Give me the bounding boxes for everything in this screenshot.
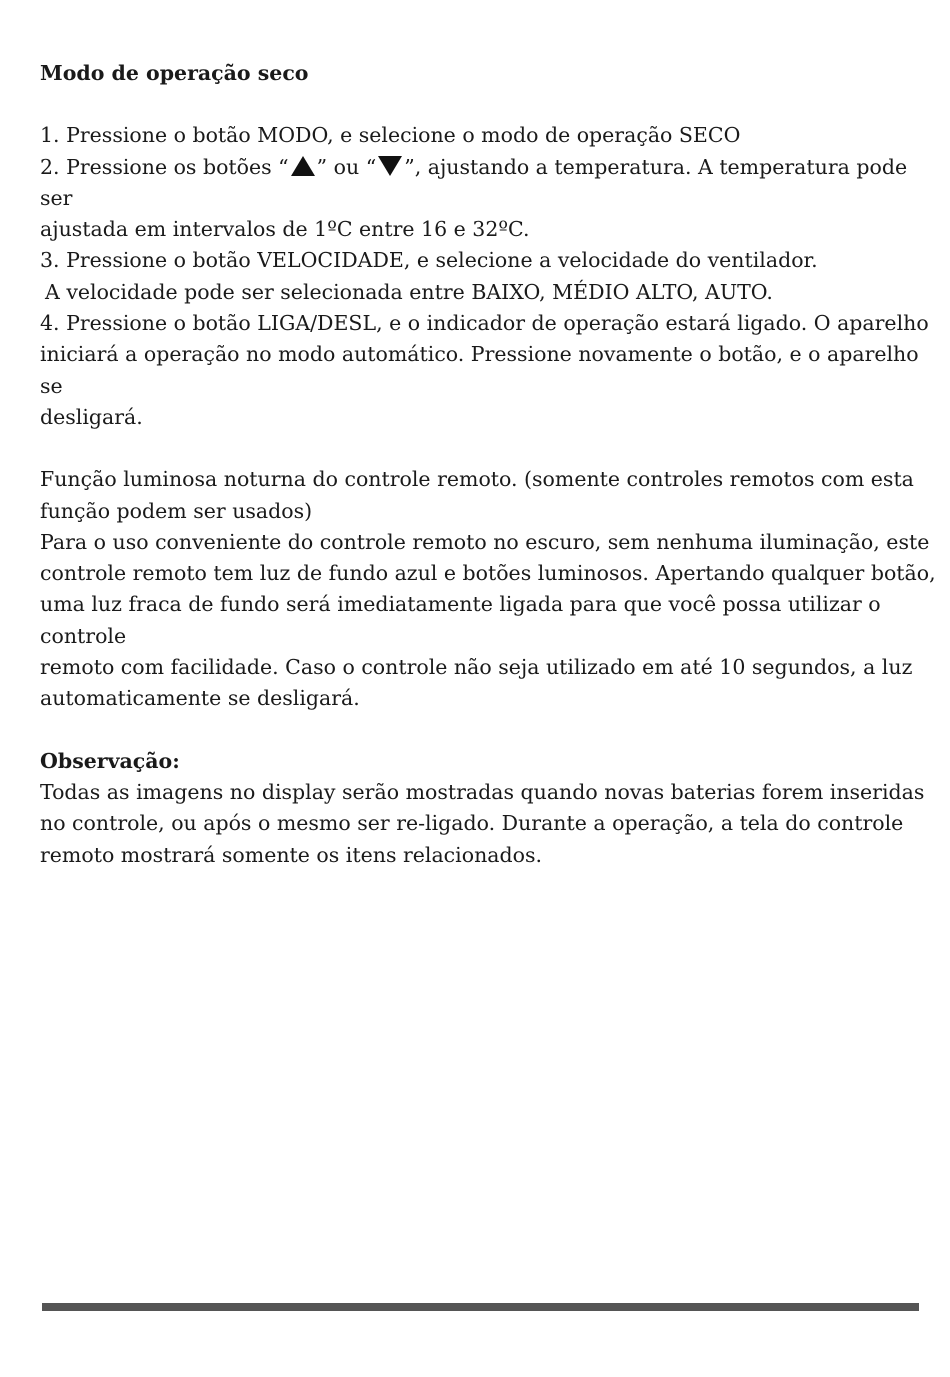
night-light-line-5: uma luz fraca de fundo será imediatamente ligada para que você possa utilizar o controle xyxy=(40,592,881,648)
step-2-text-c: ”, ajustando a temperatura. A temperatura pode ser xyxy=(40,154,908,210)
step-2-continued: ajustada em intervalos de 1ºC entre 16 e 32ºC. xyxy=(40,217,530,242)
triangle-down-icon xyxy=(378,156,402,176)
step-2 xyxy=(40,152,940,215)
spacer xyxy=(40,715,940,746)
night-light-line-1: Função luminosa noturna do controle remoto. (somente controles remotos com esta xyxy=(40,467,914,492)
spacer xyxy=(40,89,940,120)
night-light-line-3: Para o uso conveniente do controle remoto no escuro, sem nenhuma iluminação, este xyxy=(40,529,930,554)
night-light-line-4: controle remoto tem luz de fundo azul e botões luminosos. Apertando qualquer botão, xyxy=(40,561,936,586)
step-3-note: A velocidade pode ser selecionada entre BAIXO, MÉDIO ALTO, AUTO. xyxy=(45,279,773,304)
night-light-line-6: remoto com facilidade. Caso o controle não seja utilizado em até 10 segundos, a luz xyxy=(40,655,913,680)
footer-divider xyxy=(42,1303,919,1311)
observation-line-2: no controle, ou após o mesmo ser re-ligado. Durante a operação, a tela do controle xyxy=(40,811,904,836)
document-body xyxy=(40,58,940,871)
step-1: 1. Pressione o botão MODO, e selecione o modo de operação SECO xyxy=(40,123,741,148)
dry-mode-heading: Modo de operação seco xyxy=(40,61,309,85)
step-2-text-b: ” ou “ xyxy=(316,154,377,179)
observation-line-1: Todas as imagens no display serão mostradas quando novas baterias forem inseridas xyxy=(40,779,925,804)
step-4-line-2: iniciará a operação no modo automático. Pressione novamente o botão, e o aparelho se xyxy=(40,342,919,398)
step-4-line-1: 4. Pressione o botão LIGA/DESL, e o indicador de operação estará ligado. O aparelho xyxy=(40,311,929,336)
observation-heading: Observação: xyxy=(40,748,180,773)
observation-line-3: remoto mostrará somente os itens relacionados. xyxy=(40,842,542,867)
night-light-line-2: função podem ser usados) xyxy=(40,498,313,523)
spacer xyxy=(40,433,940,464)
night-light-line-7: automaticamente se desligará. xyxy=(40,686,360,711)
step-2-text-a: 2. Pressione os botões “ xyxy=(40,154,289,179)
step-4-line-3: desligará. xyxy=(40,404,143,429)
triangle-up-icon xyxy=(291,156,315,176)
step-3: 3. Pressione o botão VELOCIDADE, e selecione a velocidade do ventilador. xyxy=(40,248,818,273)
